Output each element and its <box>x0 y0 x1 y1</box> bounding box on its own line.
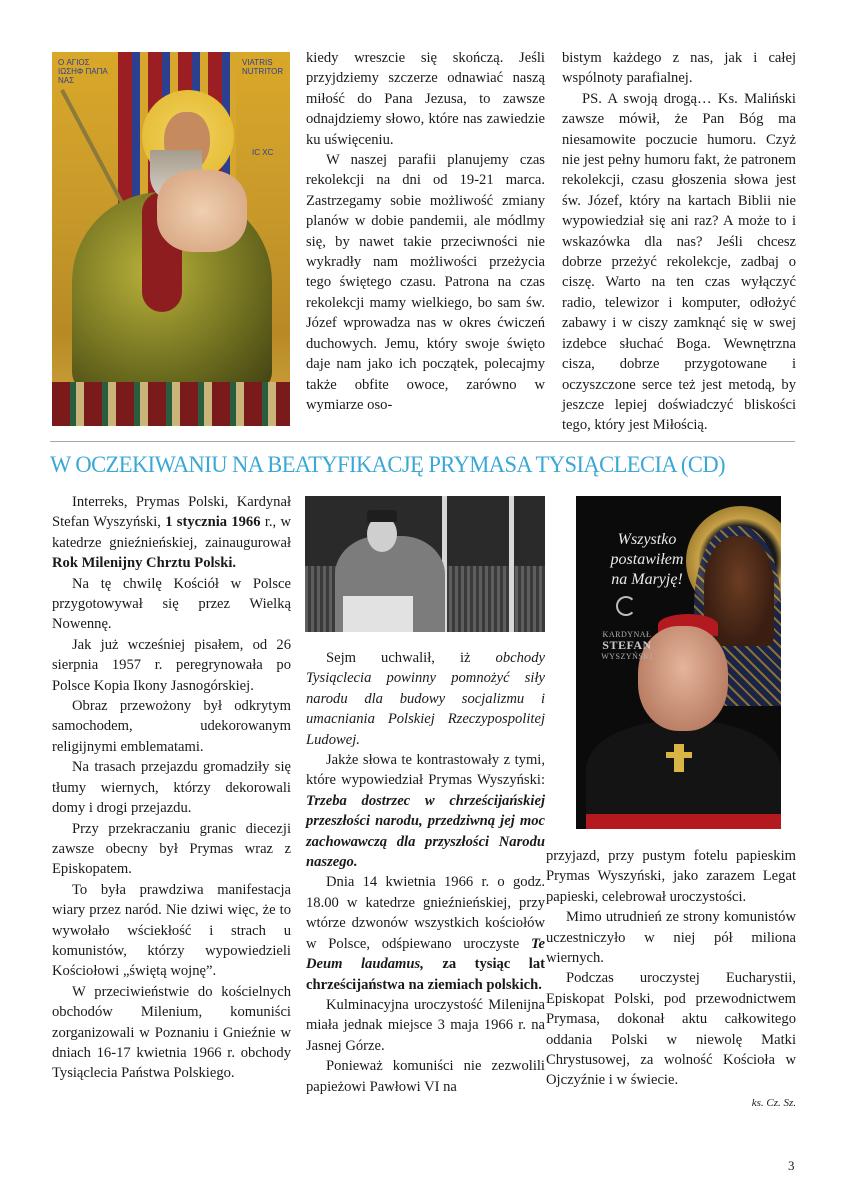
text-run: Dnia 14 kwietnia 1966 r. o godz. 18.00 w katedrze gnieźnieńskiej, przy wtórze dzwonów wszystkich kościołów w Polsce, odśpiewano uroczyste <box>306 874 545 952</box>
text-run: To była prawdziwa manifestacja wiary przez naród. Nie dziwi więc, że to wywołało wściekłość i strach u komunistów, którzy wypowiedzieli Kościołowi „świętą wojnę”. <box>52 881 291 980</box>
paragraph <box>546 907 796 968</box>
text-run: Podczas uroczystej Eucharystii, Episkopat Polski, pod przewodnictwem Prymasa, dokonał aktu całkowitego oddania Polski w niewolę Matki Chrystusowej, za wolność Kościoła w Ojczyźnie i w świecie. <box>546 970 796 1089</box>
icon-inscription-left: O ΑΓΙΟΣ ΙΩΣΗΦ ΠΑΠΑ ΝΑΣ <box>58 58 108 85</box>
cover-title-line: postawiłem <box>610 551 684 568</box>
section-title: W OCZEKIWANIU NA BEATYFIKACJĘ PRYMASA TYSIĄCLECIA (CD) <box>50 452 725 478</box>
italic-text: obchody Tysiąclecia powinny pomnożyć siły narodu dla budowy socjalizmu i umacniania Polskiej Rzeczypospolitej Ludowej. <box>306 650 545 748</box>
bold-text: za tysiąc lat chrześcijaństwa na ziemiach polskich. <box>306 956 545 993</box>
cardinal-cassock <box>586 721 781 829</box>
section-column-1 <box>52 492 291 1084</box>
bold-text: 1 stycznia 1966 <box>165 514 261 531</box>
bold-text: Te Deum laudamus, <box>306 935 545 973</box>
paragraph <box>52 696 291 757</box>
biretta <box>367 510 397 522</box>
paragraph <box>52 635 291 696</box>
pole <box>509 496 514 632</box>
paragraph <box>306 1056 545 1097</box>
top-article-column-2 <box>306 48 545 415</box>
cover-author-line: STEFAN <box>602 638 652 652</box>
icon-inscription-right: VIATRIS NUTRITOR <box>242 58 284 76</box>
paragraph <box>562 48 796 89</box>
saint-joseph-icon-image <box>52 52 290 426</box>
paragraph <box>306 750 545 872</box>
text-run: Przy przekraczaniu granic diecezji zawsze obecny był Prymas wraz z Episkopatem. <box>52 820 291 878</box>
paragraph <box>52 819 291 880</box>
text-run: bistym każdego z nas, jak i całej wspólnoty parafialnej. <box>562 50 796 87</box>
text-run: Kulminacyjna uroczystość Milenijna miała jednak miejsce 3 maja 1966 r. na Jasnej Górze. <box>306 996 545 1054</box>
text-run: Jak już wcześniej pisałem, od 26 sierpnia 1957 r. peregrynowała po Polsce Kopia Ikony Jasnogórskiej. <box>52 636 291 694</box>
surplice <box>343 596 413 632</box>
paragraph <box>306 995 545 1056</box>
carpet <box>52 382 290 426</box>
cover-title <box>592 530 702 590</box>
book-cover-image <box>576 496 781 829</box>
text-run: W przeciwieństwie do kościelnych obchodów Milenium, komuniści zorganizowali w Poznaniu i Gnieźnie w dniach 16-17 kwietnia 1966 r. obchody Tysiąclecia Państwa Polskiego. <box>52 983 291 1082</box>
cover-title-line: Wszystko <box>617 531 677 548</box>
cover-title-line: na Maryję! <box>611 571 683 588</box>
bold-text: Trzeba dostrzec w chrześcijańskiej przeszłości narodu, przedziwną jej moc zachowawczą dla przyszłości Narodu naszego. <box>306 792 545 871</box>
top-article-column-3 <box>562 48 796 436</box>
paragraph <box>306 48 545 150</box>
page-number: 3 <box>788 1158 795 1173</box>
text-run: Interreks, Prymas Polski, Kardynał Stefan Wyszyński, <box>52 494 291 531</box>
cover-author-line: WYSZYŃSKI <box>601 652 653 661</box>
text-run: Ponieważ komuniści nie zezwolili papieżowi Pawłowi VI na <box>306 1058 545 1095</box>
paragraph <box>52 574 291 635</box>
text-run: Na tę chwilę Kościół w Polsce przygotowywał się przez Wielką Nowennę. <box>52 575 291 633</box>
paragraph <box>306 872 545 994</box>
text-run: PS. A swoją drogą… Ks. Maliński zawsze mówił, że Pan Bóg ma niesamowite poczucie humoru. Czyż nie jest pełny humoru fakt, że patronem rekolekcji, czasu głoszenia słowa jest św. Józef, który na kartach Biblii nie wypowiedział się ani raz? A może to i wskazówka dla nas? Jeśli chcesz dobrze przeżyć rekolekcje, zadbaj o ciszę. Warto na ten czas wyłączyć radio, telewizor i komputer, odłożyć zabawy i w ciszy zamknąć się w swej izdebce słuchać Boga. Wewnętrzna cisza, dobrze przygotowane i oczyszczone serce też jest metodą, by jeszcze lepiej doświadczyć bliskości tego, który jest Miłością. <box>562 90 796 434</box>
paragraph <box>52 982 291 1084</box>
primate-photo <box>305 496 545 632</box>
section-column-3 <box>546 846 796 1113</box>
paragraph <box>52 492 291 574</box>
paragraph <box>546 846 796 907</box>
paragraph <box>546 968 796 1090</box>
text-run: przyjazd, przy pustym fotelu papieskim Prymas Wyszyński, jako zarazem Legat papieski, celebrował uroczystości. <box>546 848 796 905</box>
text-run: Obraz przewożony był odkrytym samochodem, udekorowanym religijnymi emblematami. <box>52 698 291 755</box>
text-run: r., w katedrze gnieźnieńskiej, zainaugurował <box>52 514 291 551</box>
section-divider <box>50 441 795 442</box>
publisher-logo-icon <box>616 596 636 616</box>
cover-author-line: KARDYNAŁ <box>602 630 652 639</box>
pectoral-cross <box>674 744 684 772</box>
child-jesus <box>157 170 247 252</box>
text-run: kiedy wreszcie się skończą. Jeśli przyjdziemy szczerze odnawiać naszą miłość do Pana Jezusa, to zawsze odnajdziemy słowo, które nas zawiedzie ku uświęceniu. <box>306 50 545 148</box>
icon-inscription-child: IC XC <box>252 148 274 157</box>
paragraph <box>52 880 291 982</box>
paragraph <box>306 648 545 750</box>
paragraph <box>306 150 545 415</box>
red-sash <box>586 814 781 829</box>
text-run: Na trasach przejazdu gromadziły się tłumy wiernych, którzy dekorowali domy i drogi przejazdu. <box>52 759 291 817</box>
author-signature: ks. Cz. Sz. <box>751 1096 796 1109</box>
text-run: Jakże słowa te kontrastowały z tymi, które wypowiedział Prymas Wyszyński: <box>306 752 545 789</box>
cover-author <box>592 629 662 662</box>
paragraph <box>52 757 291 818</box>
bold-text: Rok Milenijny Chrztu Polski. <box>52 555 237 572</box>
text-run: W naszej parafii planujemy czas rekolekcji na dni od 19-21 marca. Zastrzegamy sobie możliwość zmiany planów w dobie pandemii, ale módlmy się, by nawet takie przeciwności nie wykradły nam możliwości przeżycia tego świętego czasu. Patrona na czas rekolekcji mamy wielkiego, bo sam św. Józef wprowadza nas w okres ćwiczeń duchowych. Jemu, który swoje święto daje nam jako ich początek, polecajmy także obfite owoce, zarówno w wymiarze oso- <box>306 152 545 413</box>
text-run: Mimo utrudnień ze strony komunistów uczestniczyło w niej pół miliona wiernych. <box>546 909 796 967</box>
section-column-2 <box>306 648 545 1097</box>
paragraph <box>562 89 796 436</box>
text-run: Sejm uchwalił, iż <box>326 650 496 666</box>
